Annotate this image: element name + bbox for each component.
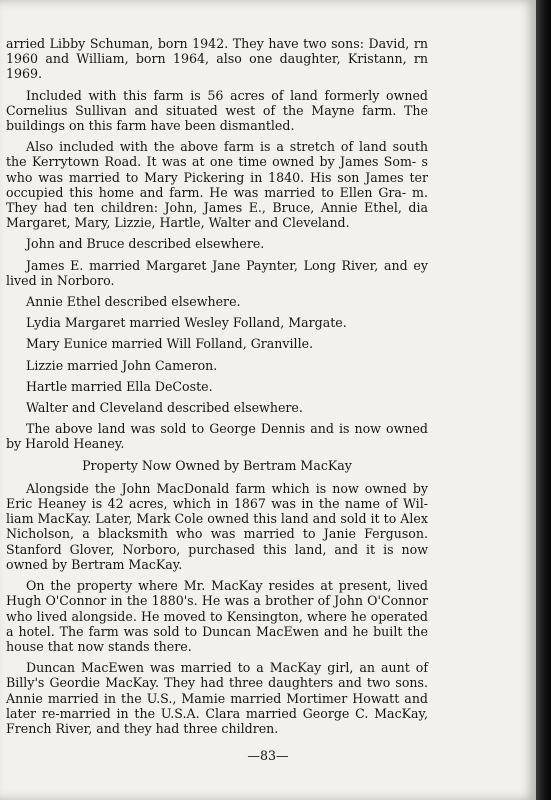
paragraph: Mary Eunice married Will Folland, Granville. <box>26 336 314 352</box>
paragraph: Walter and Cleveland described elsewhere. <box>26 400 303 416</box>
paragraph: On the property where Mr. MacKay resides at present, lived Hugh O'Connor in the 1880's. He was a brother of John O'Connor who lived alongside. He moved to Kensington, where he operated a hotel. The farm was sold to Duncan MacEwen and he built the house that now stands there. <box>6 578 428 654</box>
paragraph: Also included with the above farm is a stretch of land south the Kerrytown Road. It was at one time owned by James Som- s who was married to Mary Pickering in 1840. His son James ter occupied this home and farm. He was married to Ellen Gra- m. They had ten children: John, James E., Bruce, Annie Ethel, dia Margaret, Mary, Lizzie, Hartle, Walter and Cleveland. <box>6 139 428 231</box>
page-text <box>6 36 428 742</box>
page-number: —83— <box>247 748 289 763</box>
paragraph: The above land was sold to George Dennis and is now owned by Harold Heaney. <box>6 421 428 452</box>
section-heading: Property Now Owned by Bertram MacKay <box>82 457 352 473</box>
paragraph: Lydia Margaret married Wesley Folland, Margate. <box>26 315 347 331</box>
page-edge-shadow <box>536 0 551 800</box>
paragraph: James E. married Margaret Jane Paynter, Long River, and ey lived in Norboro. <box>6 257 428 288</box>
paragraph: Alongside the John MacDonald farm which is now owned by Eric Heaney is 42 acres, which in 1867 was in the name of Wil- liam MacKay. Later, Mark Cole owned this land and sold it to Alex Nicholson, a blacksmith who was married to Janie Ferguson. Stanford Glover, Norboro, purchased this land, and it is now owned by Bertram MacKay. <box>6 480 428 572</box>
paragraph: Annie Ethel described elsewhere. <box>26 294 241 310</box>
paragraph: arried Libby Schuman, born 1942. They have two sons: David, rn 1960 and William, born 1964, also one daughter, Kristann, rn 1969. <box>6 36 428 82</box>
paragraph: Duncan MacEwen was married to a MacKay girl, an aunt of Billy's Geordie MacKay. They had three daughters and two sons. Annie married in the U.S., Mamie married Mortimer Howatt and later re-married in the U.S.A. Clara married George C. MacKay, French River, and they had three children. <box>6 660 428 736</box>
paragraph: John and Bruce described elsewhere. <box>26 236 265 252</box>
paragraph: Included with this farm is 56 acres of land formerly owned Cornelius Sullivan and situated west of the Mayne farm. The buildings on this farm have been dismantled. <box>6 87 428 134</box>
paragraph: Lizzie married John Cameron. <box>26 357 218 373</box>
paragraph: Hartle married Ella DeCoste. <box>26 378 213 394</box>
